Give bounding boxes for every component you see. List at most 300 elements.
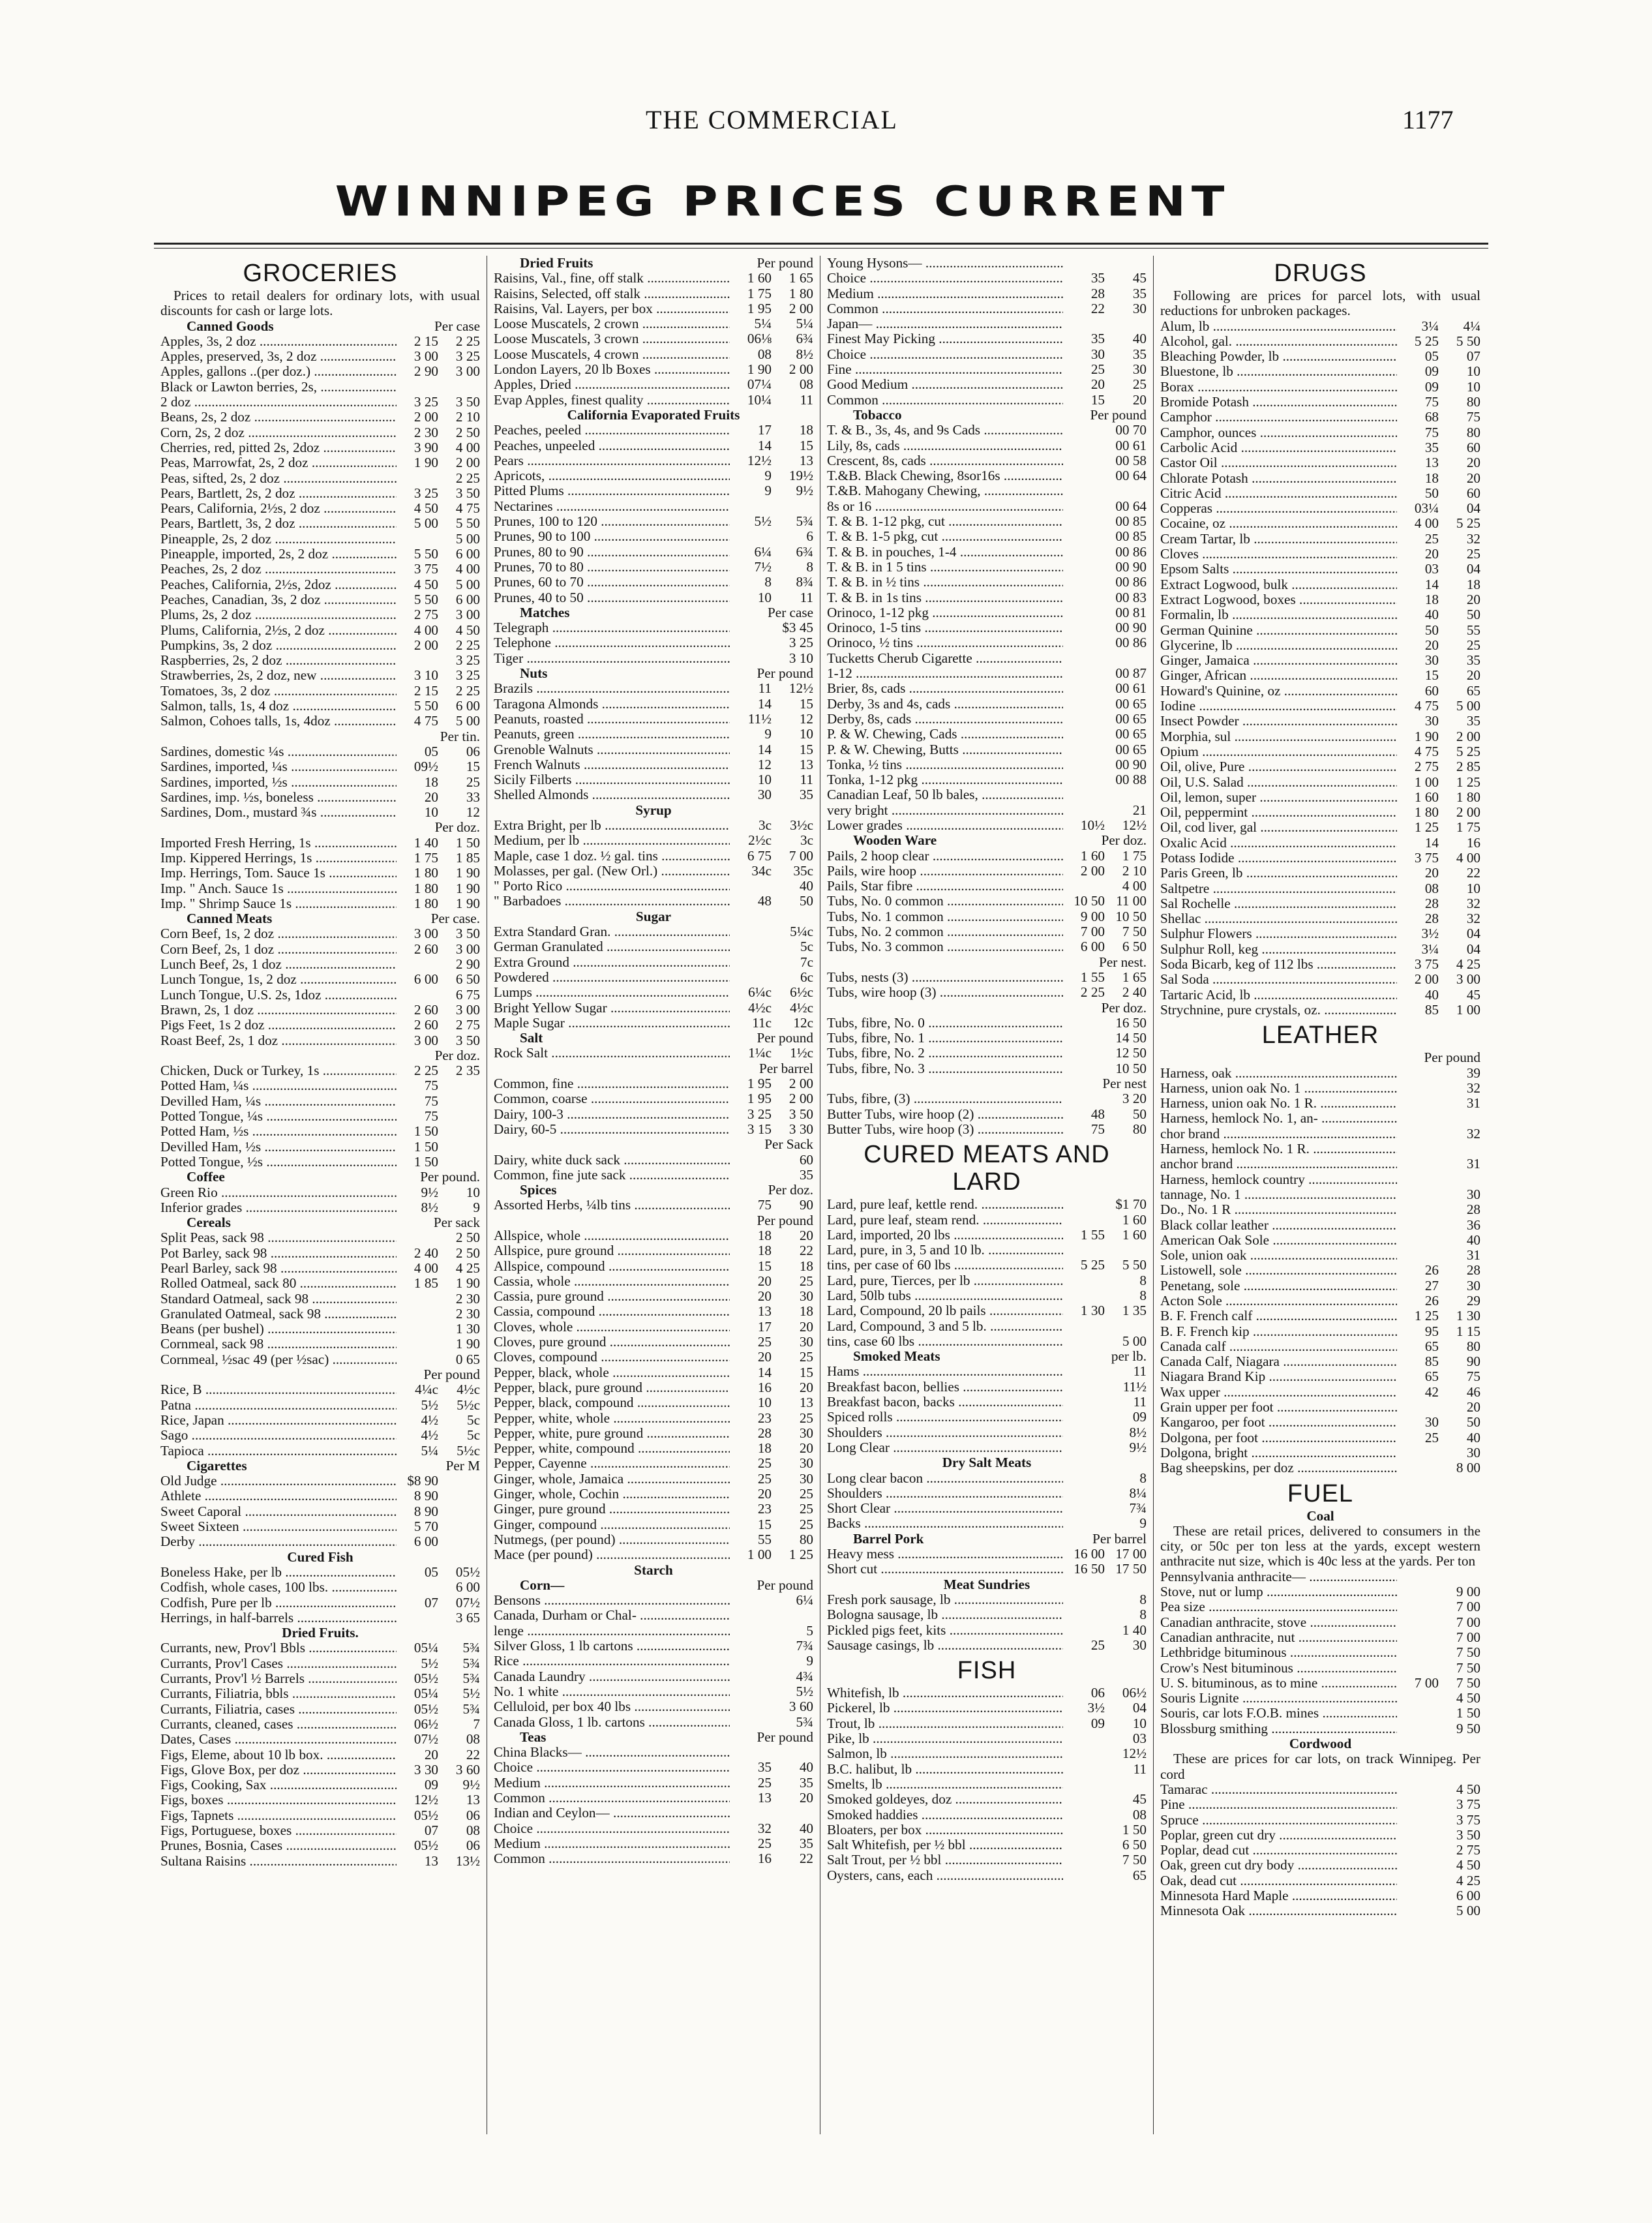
price-low: 4½c bbox=[748, 999, 772, 1016]
item-name: Good Medium ..... bbox=[827, 377, 1063, 392]
price-row bbox=[494, 271, 813, 286]
price-low: 09½ bbox=[413, 759, 438, 775]
price-row bbox=[494, 1016, 813, 1031]
item-name: Souris Lignite ..... bbox=[1160, 1691, 1397, 1706]
price-row bbox=[160, 653, 480, 668]
item-name: Tartaric Acid, lb ..... bbox=[1160, 988, 1397, 1003]
price-high: 4 50 bbox=[455, 622, 480, 638]
price-high: 1 90 bbox=[455, 1336, 480, 1352]
price-high: 2 00 bbox=[788, 1091, 813, 1107]
price-low: 1 60 bbox=[747, 270, 772, 286]
price-high: 1 90 bbox=[455, 895, 480, 911]
category-heading: Syrup bbox=[635, 802, 672, 818]
price-row bbox=[494, 286, 813, 301]
subheading-title: Cereals bbox=[187, 1215, 231, 1231]
price-high: 6 00 bbox=[455, 698, 480, 714]
price-low: 2 60 bbox=[413, 1001, 438, 1018]
item-name: Borax ..... bbox=[1160, 380, 1397, 395]
price-low: 8 bbox=[764, 574, 772, 590]
item-name: Grain upper per foot ..... bbox=[1160, 1400, 1397, 1415]
item-name: Do., No. 1 R ..... bbox=[1160, 1202, 1397, 1217]
price-low: 12½ bbox=[747, 452, 772, 468]
price-low bbox=[1063, 1380, 1105, 1395]
item-name: Maple Sugar ..... bbox=[494, 1016, 730, 1031]
price-row bbox=[827, 1213, 1147, 1228]
price-high: 18 bbox=[799, 422, 813, 438]
price-low bbox=[730, 1168, 772, 1183]
price-high: 35 bbox=[1466, 713, 1480, 729]
price-low: 25 bbox=[1424, 530, 1439, 547]
item-name: Loose Muscatels, 2 crown ..... bbox=[494, 316, 730, 331]
price-low: 14 bbox=[757, 741, 772, 757]
item-name: Extra Ground ..... bbox=[494, 955, 730, 970]
item-name: Ginger, pure ground ..... bbox=[494, 1502, 730, 1517]
price-row bbox=[494, 985, 813, 1000]
price-high bbox=[438, 1489, 480, 1504]
price-columns bbox=[154, 256, 1488, 2134]
item-name: Sardines, Dom., mustard ¾s ..... bbox=[160, 805, 397, 820]
price-high: 80 bbox=[1466, 1338, 1480, 1354]
price-low: 5¼ bbox=[754, 316, 772, 332]
price-row bbox=[1160, 1127, 1480, 1142]
price-low: 18 bbox=[757, 1440, 772, 1457]
price-row bbox=[160, 1078, 480, 1093]
item-name: Pickerel, lb ..... bbox=[827, 1701, 1063, 1716]
price-row bbox=[494, 1001, 813, 1016]
item-name: Allspice, pure ground ..... bbox=[494, 1243, 730, 1258]
price-low: 35 bbox=[1424, 439, 1439, 455]
price-low bbox=[730, 1639, 772, 1654]
price-high: 11 bbox=[1133, 1394, 1147, 1410]
price-low: 2 00 bbox=[1414, 971, 1439, 988]
price-row bbox=[160, 988, 480, 1003]
price-high: 6½c bbox=[790, 984, 813, 1001]
price-low: 1 50 bbox=[413, 1123, 438, 1140]
price-high: 6 00 bbox=[455, 591, 480, 607]
price-low: 75 bbox=[424, 1108, 438, 1125]
item-name: Orinoco, ½ tins ..... bbox=[827, 635, 1063, 650]
price-high: 3 00 bbox=[455, 607, 480, 623]
price-high: 33 bbox=[466, 789, 480, 805]
price-low: 07 bbox=[424, 1822, 438, 1838]
item-name: Salmon, Cohoes talls, 1s, 4doz ..... bbox=[160, 714, 397, 729]
item-name: Cloves, pure ground ..... bbox=[494, 1335, 730, 1350]
price-row bbox=[827, 864, 1147, 879]
price-low: 50 bbox=[1424, 622, 1439, 638]
price-row bbox=[827, 1061, 1147, 1076]
item-name: Lard, imported, 20 lbs ..... bbox=[827, 1228, 1063, 1243]
price-row bbox=[827, 1016, 1147, 1031]
price-row bbox=[827, 727, 1147, 742]
price-row bbox=[160, 1230, 480, 1245]
subheading bbox=[160, 1459, 480, 1474]
price-row bbox=[1160, 1233, 1480, 1248]
item-name: Apples, gallons ..(per doz.) ..... bbox=[160, 364, 397, 379]
price-low: 85 bbox=[1424, 1353, 1439, 1370]
price-low: 75 bbox=[757, 1197, 772, 1213]
price-low: 9½ bbox=[421, 1184, 438, 1200]
price-low bbox=[1397, 1569, 1439, 1584]
price-high: 40 bbox=[1466, 1429, 1480, 1445]
price-row bbox=[1160, 1599, 1480, 1614]
price-high: 12 bbox=[799, 710, 813, 727]
item-name: Poplar, dead cut ..... bbox=[1160, 1843, 1397, 1858]
item-name: Souris, car lots F.O.B. mines ..... bbox=[1160, 1706, 1397, 1721]
price-high: 4 00 bbox=[1122, 878, 1147, 894]
price-low bbox=[1397, 1873, 1439, 1888]
price-low bbox=[1063, 787, 1105, 802]
item-name: Backs ..... bbox=[827, 1516, 1063, 1531]
price-row bbox=[827, 1686, 1147, 1701]
price-low: 28 bbox=[757, 1425, 772, 1441]
price-low: 3 25 bbox=[413, 485, 438, 501]
item-name: Tamarac ..... bbox=[1160, 1782, 1397, 1797]
price-high: 32 bbox=[1466, 530, 1480, 547]
price-row bbox=[160, 1398, 480, 1413]
price-row bbox=[494, 1076, 813, 1091]
price-row bbox=[1160, 1218, 1480, 1233]
price-high: 2 25 bbox=[455, 333, 480, 349]
price-low: 4 75 bbox=[1414, 743, 1439, 759]
price-high: 35 bbox=[799, 787, 813, 803]
price-low: 10 bbox=[757, 1395, 772, 1411]
price-low bbox=[1063, 1822, 1105, 1837]
item-name: Bloaters, per box ..... bbox=[827, 1822, 1063, 1837]
price-row bbox=[827, 1486, 1147, 1501]
price-row bbox=[160, 349, 480, 364]
price-low: 48 bbox=[1090, 1106, 1105, 1122]
price-row bbox=[160, 1292, 480, 1307]
price-high: 5¼ bbox=[796, 316, 813, 332]
item-name: Pine ..... bbox=[1160, 1797, 1397, 1812]
price-row bbox=[1160, 1172, 1480, 1187]
item-name: Sago ..... bbox=[160, 1428, 397, 1443]
price-unit: Per doz. bbox=[1101, 832, 1147, 849]
column-3 bbox=[820, 256, 1154, 2134]
price-row bbox=[1160, 1706, 1480, 1721]
price-high: 1 00 bbox=[1456, 1001, 1480, 1018]
price-low: 13 bbox=[757, 1303, 772, 1320]
item-name: Prunes, 90 to 100 ..... bbox=[494, 529, 730, 544]
price-row bbox=[1160, 896, 1480, 911]
item-name: Lethbridge bituminous ..... bbox=[1160, 1645, 1397, 1660]
price-high: 7 50 bbox=[1456, 1659, 1480, 1676]
item-name: Oak, dead cut ..... bbox=[1160, 1873, 1397, 1888]
unit-label: Per nest bbox=[1102, 1076, 1147, 1092]
price-high: 12 bbox=[466, 804, 480, 821]
price-row bbox=[160, 1322, 480, 1337]
item-name: Iodine ..... bbox=[1160, 699, 1397, 714]
category-heading: Cured Fish bbox=[287, 1549, 353, 1565]
price-row bbox=[494, 1654, 813, 1669]
item-name: Allspice, whole ..... bbox=[494, 1228, 730, 1243]
item-name: Cocaine, oz ..... bbox=[1160, 516, 1397, 531]
price-row bbox=[494, 1168, 813, 1183]
price-row bbox=[494, 1502, 813, 1517]
price-high: 6 00 bbox=[1456, 1887, 1480, 1903]
price-low: 3¼ bbox=[1421, 941, 1439, 957]
category-heading: Meat Sundries bbox=[943, 1576, 1030, 1592]
item-name: Tubs, No. 1 common ..... bbox=[827, 909, 1063, 924]
price-high: 08 bbox=[466, 1731, 480, 1747]
price-row bbox=[827, 1762, 1147, 1777]
price-high: 30 bbox=[799, 1425, 813, 1441]
price-row bbox=[494, 849, 813, 864]
price-unit: Per pound bbox=[757, 665, 813, 682]
price-row bbox=[827, 635, 1147, 650]
price-row bbox=[160, 836, 480, 851]
price-high: 60 bbox=[799, 1151, 813, 1168]
item-name: Prunes, 70 to 80 ..... bbox=[494, 560, 730, 575]
price-low: 11 bbox=[758, 680, 772, 697]
price-low: 16 50 bbox=[1074, 1561, 1105, 1577]
price-row bbox=[160, 1641, 480, 1656]
price-high: 45 bbox=[1466, 986, 1480, 1003]
price-row bbox=[160, 1792, 480, 1807]
price-row bbox=[827, 803, 1147, 818]
price-row bbox=[494, 1791, 813, 1806]
section-heading: FUEL bbox=[1287, 1479, 1354, 1507]
price-high: 08 bbox=[466, 1822, 480, 1838]
subheading-title: Salt bbox=[520, 1030, 543, 1046]
category-heading: Sugar bbox=[635, 908, 672, 924]
item-name: Bluestone, lb ..... bbox=[1160, 364, 1397, 379]
price-row bbox=[827, 818, 1147, 833]
price-row bbox=[494, 1851, 813, 1866]
price-low: 14 bbox=[1424, 834, 1439, 851]
price-row bbox=[494, 1046, 813, 1061]
price-high: 20 bbox=[1466, 667, 1480, 684]
price-low: 6 00 bbox=[413, 1534, 438, 1550]
price-row bbox=[494, 301, 813, 316]
price-high bbox=[438, 1155, 480, 1170]
item-name: Pot Barley, sack 98 ..... bbox=[160, 1246, 397, 1261]
price-row bbox=[1160, 820, 1480, 835]
price-low bbox=[1063, 1091, 1105, 1106]
price-low: 18 bbox=[1424, 470, 1439, 486]
price-high: 7 50 bbox=[1456, 1644, 1480, 1661]
subheading bbox=[160, 911, 480, 926]
item-name: Peaches, California, 2½s, 2doz ..... bbox=[160, 577, 397, 592]
price-high: 3 65 bbox=[455, 1609, 480, 1626]
price-row bbox=[827, 316, 1147, 331]
price-row bbox=[1160, 1354, 1480, 1369]
item-name: Lower grades ..... bbox=[827, 818, 1063, 833]
price-row bbox=[1160, 562, 1480, 577]
item-name: Shoulders ..... bbox=[827, 1486, 1063, 1501]
price-high bbox=[438, 1534, 480, 1549]
price-high: 16 50 bbox=[1115, 1014, 1147, 1031]
price-row bbox=[160, 1656, 480, 1671]
item-name: Sulphur Flowers ..... bbox=[1160, 926, 1397, 941]
item-name: Glycerine, lb ..... bbox=[1160, 638, 1397, 653]
item-name: Nectarines ..... bbox=[494, 499, 730, 514]
item-name: Boneless Hake, per lb ..... bbox=[160, 1565, 397, 1580]
subheading bbox=[494, 1578, 813, 1593]
item-name: Pepper, Cayenne ..... bbox=[494, 1456, 730, 1471]
column-2 bbox=[487, 256, 820, 2134]
price-low: 25 bbox=[757, 1835, 772, 1851]
price-row bbox=[494, 1821, 813, 1836]
price-high: 3 50 bbox=[455, 485, 480, 501]
item-name: Dolgona, per foot ..... bbox=[1160, 1430, 1397, 1445]
price-low bbox=[1063, 742, 1105, 757]
price-row bbox=[1160, 1369, 1480, 1384]
price-low: 3 75 bbox=[1414, 956, 1439, 973]
item-name: Cassia, pure ground ..... bbox=[494, 1289, 730, 1304]
price-low: 28 bbox=[1424, 895, 1439, 911]
price-row bbox=[160, 1489, 480, 1504]
price-high: 22 bbox=[1466, 865, 1480, 881]
price-high: 3c bbox=[800, 832, 813, 849]
price-high: 6c bbox=[800, 969, 813, 985]
price-row bbox=[827, 545, 1147, 560]
price-row bbox=[160, 592, 480, 607]
price-high: 11 bbox=[800, 772, 813, 788]
price-high: 2 00 bbox=[1456, 728, 1480, 744]
item-name: Formalin, lb ..... bbox=[1160, 607, 1397, 622]
item-name: Peas, sifted, 2s, 2 doz ..... bbox=[160, 471, 397, 486]
item-name: Brawn, 2s, 1 doz ..... bbox=[160, 1003, 397, 1018]
price-high: 20 bbox=[799, 1440, 813, 1457]
price-low bbox=[1397, 1782, 1439, 1797]
price-row bbox=[827, 1228, 1147, 1243]
item-name: T.&B. Mahogany Chewing, ..... bbox=[827, 483, 1063, 498]
price-high: 2 35 bbox=[455, 1063, 480, 1079]
price-row bbox=[1160, 1460, 1480, 1475]
price-low: 85 bbox=[1424, 1001, 1439, 1018]
price-high: 3 25 bbox=[455, 667, 480, 684]
subheading bbox=[827, 833, 1147, 848]
price-low: 7½ bbox=[754, 558, 772, 575]
price-low bbox=[397, 1322, 438, 1337]
item-name: Strawberries, 2s, 2 doz, new ..... bbox=[160, 668, 397, 683]
price-high: 8¾ bbox=[796, 574, 813, 590]
price-row bbox=[494, 1806, 813, 1821]
item-name: Imp. Kippered Herrings, 1s ..... bbox=[160, 851, 397, 866]
price-low bbox=[1063, 1837, 1105, 1853]
subheading bbox=[160, 319, 480, 334]
price-high: 3 75 bbox=[1456, 1811, 1480, 1828]
item-name: Oak, green cut dry body ..... bbox=[1160, 1858, 1397, 1873]
subheading-title: Nuts bbox=[520, 665, 548, 682]
price-low bbox=[1063, 438, 1105, 453]
price-row bbox=[827, 575, 1147, 590]
price-row bbox=[494, 468, 813, 483]
price-low: 34c bbox=[751, 862, 772, 879]
price-row bbox=[494, 1776, 813, 1791]
price-high: 5¾ bbox=[462, 1640, 480, 1656]
price-row bbox=[1160, 1721, 1480, 1736]
price-high: 4 75 bbox=[455, 500, 480, 517]
price-high: 2 50 bbox=[455, 424, 480, 440]
price-high: $3 45 bbox=[782, 620, 813, 636]
price-row bbox=[1160, 380, 1480, 395]
price-low: 06 bbox=[1090, 1685, 1105, 1701]
price-high: 5 25 bbox=[1456, 743, 1480, 759]
price-high: 25 bbox=[799, 1410, 813, 1426]
price-row bbox=[160, 486, 480, 501]
price-low: 1 50 bbox=[413, 1138, 438, 1155]
price-high: 22 bbox=[466, 1746, 480, 1762]
item-name: Lumps ..... bbox=[494, 985, 730, 1000]
price-low bbox=[730, 1745, 772, 1760]
price-high: 3 50 bbox=[455, 926, 480, 942]
price-high: 2 50 bbox=[455, 1245, 480, 1261]
price-row bbox=[494, 1335, 813, 1350]
price-row bbox=[827, 1410, 1147, 1425]
price-low bbox=[397, 1580, 438, 1595]
price-low: 2 75 bbox=[1414, 759, 1439, 775]
item-name: Granulated Oatmeal, sack 98 ..... bbox=[160, 1307, 397, 1322]
price-low: 05½ bbox=[413, 1701, 438, 1717]
subheading-title: Matches bbox=[520, 604, 570, 620]
item-name: Common ..... bbox=[827, 301, 1063, 316]
item-name: Insect Powder ..... bbox=[1160, 714, 1397, 729]
price-high: 7 50 bbox=[1122, 1852, 1147, 1868]
item-name: Brier, 8s, cads ..... bbox=[827, 681, 1063, 696]
price-low: 05 bbox=[424, 1564, 438, 1580]
price-low: 40 bbox=[1424, 607, 1439, 623]
price-row bbox=[827, 1380, 1147, 1395]
price-low: 09 bbox=[1424, 363, 1439, 380]
price-row bbox=[1160, 744, 1480, 759]
price-low: 4 00 bbox=[413, 622, 438, 638]
price-high: 00 64 bbox=[1115, 498, 1147, 514]
subheading bbox=[494, 1031, 813, 1046]
subheading-title: Cigarettes bbox=[187, 1457, 247, 1474]
price-high: 6¾ bbox=[796, 543, 813, 560]
item-name: Bleaching Powder, lb ..... bbox=[1160, 349, 1397, 364]
price-row bbox=[1160, 425, 1480, 440]
item-name: Cloves, whole ..... bbox=[494, 1320, 730, 1335]
item-name: " Barbadoes ..... bbox=[494, 894, 730, 909]
price-high: 30 bbox=[1132, 300, 1147, 316]
item-name: Rolled Oatmeal, sack 80 ..... bbox=[160, 1276, 397, 1291]
item-name: Corn Beef, 1s, 2 doz ..... bbox=[160, 926, 397, 941]
price-low: 30 bbox=[757, 787, 772, 803]
price-low bbox=[1063, 1516, 1105, 1531]
item-name: Split Peas, sack 98 ..... bbox=[160, 1230, 397, 1245]
price-row bbox=[827, 1607, 1147, 1622]
price-high: 21 bbox=[1132, 802, 1147, 818]
price-row bbox=[494, 1715, 813, 1730]
price-low bbox=[730, 651, 772, 666]
price-high: 5 00 bbox=[1456, 698, 1480, 714]
price-high: 1 60 bbox=[1122, 1226, 1147, 1243]
item-name: Dairy, 100-3 ..... bbox=[494, 1107, 730, 1122]
price-row bbox=[160, 562, 480, 577]
item-name: Harness, oak ..... bbox=[1160, 1066, 1397, 1081]
price-low: 8½ bbox=[421, 1199, 438, 1215]
item-name: Dairy, 60-5 ..... bbox=[494, 1122, 730, 1137]
price-low: 9 bbox=[764, 726, 772, 742]
price-row bbox=[160, 1307, 480, 1322]
price-row bbox=[160, 881, 480, 896]
price-low bbox=[1397, 1858, 1439, 1873]
price-row bbox=[1160, 1858, 1480, 1873]
price-low bbox=[730, 1699, 772, 1714]
price-high: 03 bbox=[1132, 1731, 1147, 1747]
price-row bbox=[1160, 1691, 1480, 1706]
price-high: 3 20 bbox=[1122, 1091, 1147, 1107]
price-row bbox=[160, 896, 480, 911]
column-4 bbox=[1154, 256, 1487, 2134]
price-high: 35 bbox=[1132, 346, 1147, 362]
price-row bbox=[827, 681, 1147, 696]
subheading bbox=[827, 1349, 1147, 1364]
item-name: Cloves ..... bbox=[1160, 547, 1397, 562]
